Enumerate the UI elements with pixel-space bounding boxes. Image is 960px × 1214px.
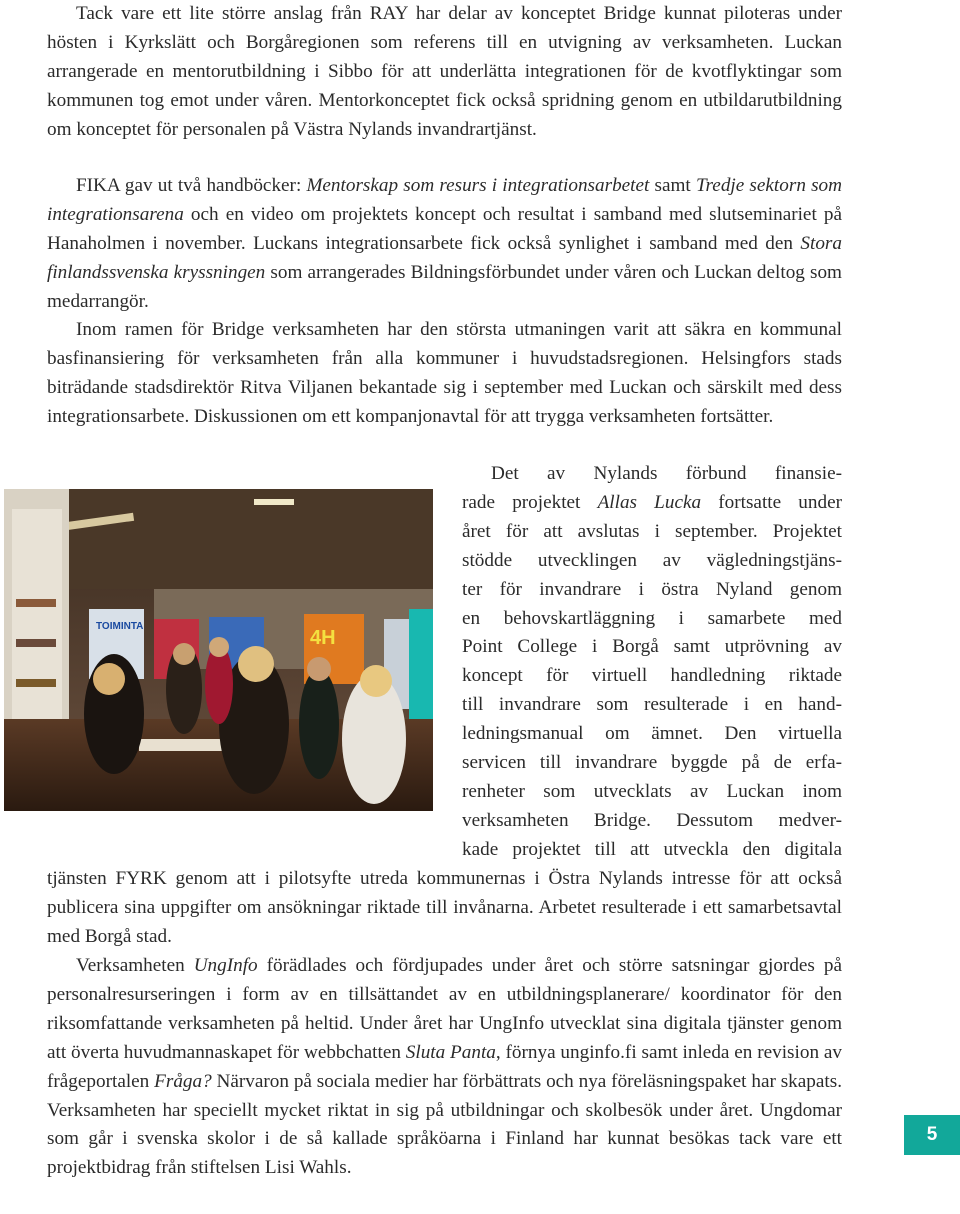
paragraph-unginfo: [47, 952, 842, 1183]
text-run: samt: [649, 175, 696, 196]
italic-title: Fråga?: [154, 1070, 212, 1092]
event-photo-image: [4, 489, 433, 811]
text-run: och en video om projektets koncept och resultat i samband med slutseminariet på Hanaholmen i november. Luckans integrationsarbete fick också synlighet i samband med den: [47, 203, 842, 254]
paragraph-ray-bridge: [47, 0, 842, 145]
italic-title: Mentorskap som resurs i integrationsarbetet: [306, 175, 650, 196]
italic-title: Sluta Panta: [405, 1041, 496, 1063]
banner-right-text: 4H: [310, 627, 336, 649]
wrapped-line: renheter som utvecklats av Luckan inom: [462, 780, 842, 802]
paragraph-bridge-funding: [47, 316, 842, 432]
wrapped-line: året för att avslutas i september. Projektet: [462, 520, 842, 542]
wrapped-line: [462, 489, 842, 518]
paragraph-text: Inom ramen för Bridge verksamheten har den största utmaningen varit att säkra en kommunal basfinansiering för verksamheten från alla kommuner i huvudstadsregionen. Helsingfors stads biträdande stadsdirektör Ritva Viljanen bekantade sig i september med Luckan och särskilt med dess integrationsarbete. Diskussionen om ett kompanjonavtal för att trygga verksamheten fortsätter.: [47, 319, 842, 427]
wrapped-line: en behovskartläggning i samarbete med: [462, 607, 842, 629]
text-run: , förnya unginfo.fi samt inleda en revision av frågeportalen: [47, 1041, 842, 1092]
banner-left-text: TOIMINTA: [96, 621, 144, 632]
text-run: som arrangerades Bildningsförbundet under våren och Luckan deltog som medarrangör.: [47, 261, 842, 312]
page-number-badge: [904, 1115, 960, 1155]
text-run: Närvaron på sociala medier har förbättrats och nya föreläsningspaket har skapats. Verksamheten har speciellt mycket riktat in sig på utbildningar och skolbesök under året. Ungdomar som går i svenska skolor i de så kallade språköarna i Finland har kunnat besökas tack vare ett projektbidrag från stiftelsen Lisi Wahls.: [47, 1070, 842, 1179]
wrapped-line: verksamheten Bridge. Dessutom medver-: [462, 809, 842, 831]
paragraph-text: [47, 952, 842, 1183]
paragraph-fika-handbooks: [47, 172, 842, 317]
italic-title: Stora finlandssvenska kryssningen: [47, 232, 842, 283]
paragraph-text: tjänsten FYRK genom att i pilotsyfte utreda kommunernas i Östra Nylands intresse för att också publicera sina uppgifter om ansökningar riktade till invånarna. Arbetet resulterade i ett samarbetsavtal med Borgå stad.: [47, 868, 842, 947]
paragraph-allas-lucka-continued: [47, 865, 842, 952]
wrapped-column: [462, 460, 842, 865]
wrapped-line: ter för invandrare i östra Nyland genom: [462, 578, 842, 600]
italic-title: UngInfo: [193, 955, 258, 976]
text-run: FIKA gav ut två handböcker:: [76, 175, 307, 196]
event-photo: [4, 489, 433, 811]
text-run: fortsatte under: [701, 491, 842, 513]
paragraph-text: Tack vare ett lite större anslag från RAY har delar av konceptet Bridge kunnat piloteras under hösten i Kyrkslätt och Borgåregionen som referens till en utvigning av verksamheten. Luckan arrangerade en mentorutbildning i Sibbo för att underlätta integrationen för de kvotflyktingar som kommunen tog emot under våren. Mentorkonceptet fick också spridning genom en utbildarutbildning om konceptet för personalen på Västra Nylands invandrartjänst.: [47, 3, 842, 140]
wrapped-line: koncept för virtuell handledning riktade: [462, 665, 842, 687]
wrapped-line: servicen till invandrare byggde på de erfa-: [462, 752, 842, 774]
text-run: Verksamheten: [76, 955, 194, 976]
wrapped-line: Det av Nylands förbund finansie-: [491, 463, 842, 484]
wrapped-line: stödde utvecklingen av vägledningstjäns-: [462, 549, 842, 571]
paragraph-text: [47, 172, 842, 317]
wrapped-line: ledningsmanual om ämnet. Den virtuella: [462, 723, 842, 745]
text-run: rade projektet: [462, 491, 598, 513]
wrapped-line: kade projektet till att utveckla den digitala: [462, 838, 842, 860]
italic-title: Tredje sektorn som integrationsarena: [47, 175, 842, 225]
text-run: förädlades och fördjupades under året och större satsningar gjordes på personalresurseringen i form av en tillsättandet av en utbildningsplanerare/ koordinator för den riksomfattande verksamheten på heltid. Under året har UngInfo utvecklat sina digitala tjänster genom att överta huvudmannaskapet för webbchatten: [47, 955, 842, 1063]
wrapped-line: Point College i Borgå samt utprövning av: [462, 636, 842, 658]
wrapped-line: till invandrare som resulterade i en hand-: [462, 694, 842, 716]
italic-title: Allas Lucka: [597, 491, 702, 513]
page-number: 5: [926, 1124, 938, 1145]
